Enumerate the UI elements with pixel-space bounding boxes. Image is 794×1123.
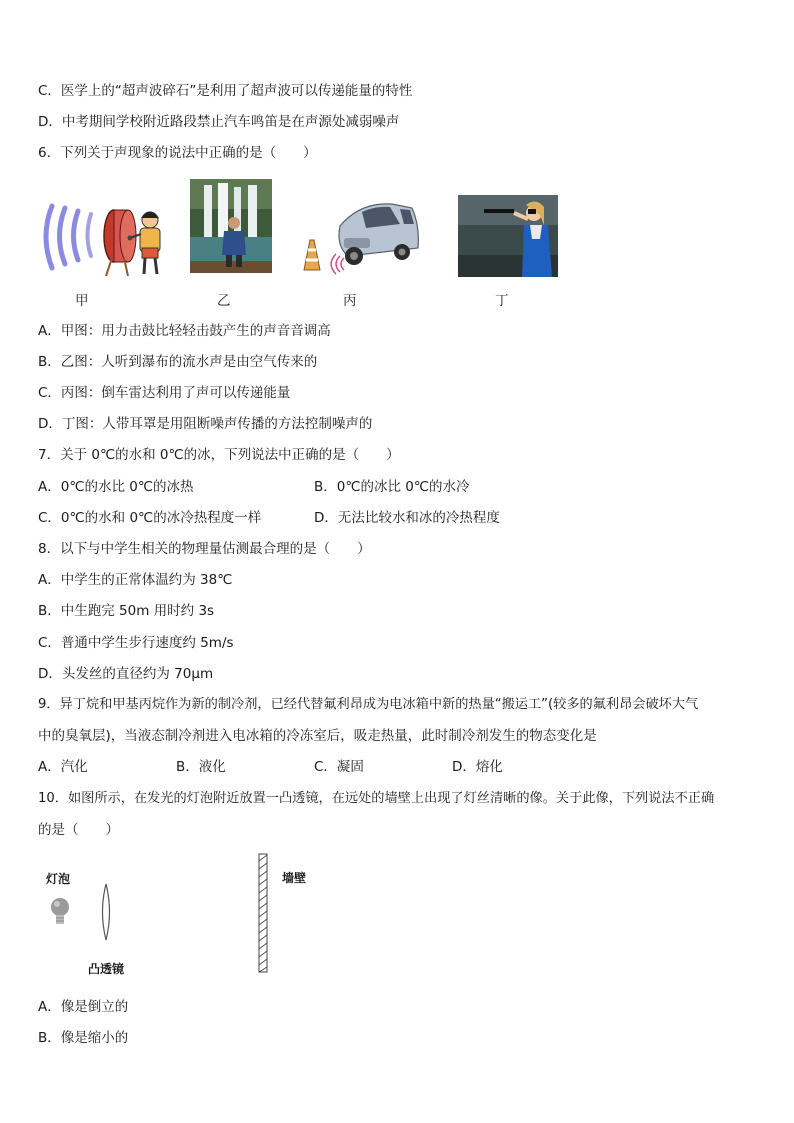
- waterfall-photo: [190, 179, 272, 273]
- bulb-icon: [48, 896, 72, 928]
- wall-label: 墙壁: [282, 871, 307, 885]
- q7-option-d: D．无法比较水和冰的冷热程度: [314, 510, 500, 526]
- q6-option-d: D．丁图：人带耳罩是用阻断噪声传播的方法控制噪声的: [38, 416, 373, 432]
- caption-yi: 乙: [217, 293, 231, 309]
- shooter-photo: [458, 195, 558, 277]
- q8-stem: 8．以下与中学生相关的物理量估测最合理的是（ ）: [38, 541, 371, 557]
- caption-ding: 丁: [495, 293, 509, 309]
- q7-option-c: C．0℃的水和 0℃的冰冷热程度一样: [38, 510, 262, 526]
- wall-icon: [258, 853, 268, 973]
- q8-option-c: C．普通中学生步行速度约 5m/s: [38, 635, 234, 651]
- caption-jia: 甲: [75, 293, 89, 309]
- bulb-label: 灯泡: [46, 872, 71, 886]
- q9-option-b: B．液化: [176, 759, 226, 775]
- q6-option-a: A．甲图：用力击鼓比轻轻击鼓产生的声音音调高: [38, 323, 331, 339]
- q10-stem-line2: 的是（ ）: [38, 822, 119, 838]
- q8-option-b: B．中生跑完 50m 用时约 3s: [38, 603, 215, 619]
- q8-option-a: A．中学生的正常体温约为 38℃: [38, 572, 233, 588]
- q7-option-b: B．0℃的冰比 0℃的水冷: [314, 479, 470, 495]
- q9-option-a: A．汽化: [38, 759, 88, 775]
- convex-lens-icon: [98, 882, 114, 942]
- q7-option-a: A．0℃的水比 0℃的冰热: [38, 479, 194, 495]
- q5-option-c: C．医学上的“超声波碎石”是利用了超声波可以传递能量的特性: [38, 83, 413, 99]
- q10-option-a: A．像是倒立的: [38, 999, 129, 1015]
- lens-label: 凸透镜: [88, 962, 125, 976]
- caption-bing: 丙: [343, 293, 357, 309]
- q9-option-d: D．熔化: [452, 759, 503, 775]
- q7-stem: 7．关于 0℃的水和 0℃的冰，下列说法中正确的是（ ）: [38, 447, 400, 463]
- q5-option-d: D．中考期间学校附近路段禁止汽车鸣笛是在声源处减弱噪声: [38, 114, 400, 130]
- q10-stem-line1: 10．如图所示，在发光的灯泡附近放置一凸透镜，在远处的墙壁上出现了灯丝清晰的像。关于此像，下列说法不正确: [38, 791, 715, 806]
- car-radar-figure: [300, 196, 422, 278]
- q9-stem-line1: 9．异丁烷和甲基丙烷作为新的制冷剂，已经代替氟利昂成为电冰箱中新的热量“搬运工”(较多的氟利昂会破坏大气: [38, 697, 699, 712]
- q9-stem-line2: 中的臭氧层)，当液态制冷剂进入电冰箱的冷冻室后，吸走热量，此时制冷剂发生的物态变化是: [38, 728, 597, 744]
- q8-option-d: D．头发丝的直径约为 70μm: [38, 666, 214, 682]
- q6-stem: 6．下列关于声现象的说法中正确的是（ ）: [38, 145, 317, 161]
- q9-option-c: C．凝固: [314, 759, 364, 775]
- q10-option-b: B．像是缩小的: [38, 1030, 129, 1046]
- drum-figure: [38, 198, 168, 276]
- q6-option-b: B．乙图：人听到瀑布的流水声是由空气传来的: [38, 354, 318, 370]
- q6-option-c: C．丙图：倒车雷达利用了声可以传递能量: [38, 385, 291, 401]
